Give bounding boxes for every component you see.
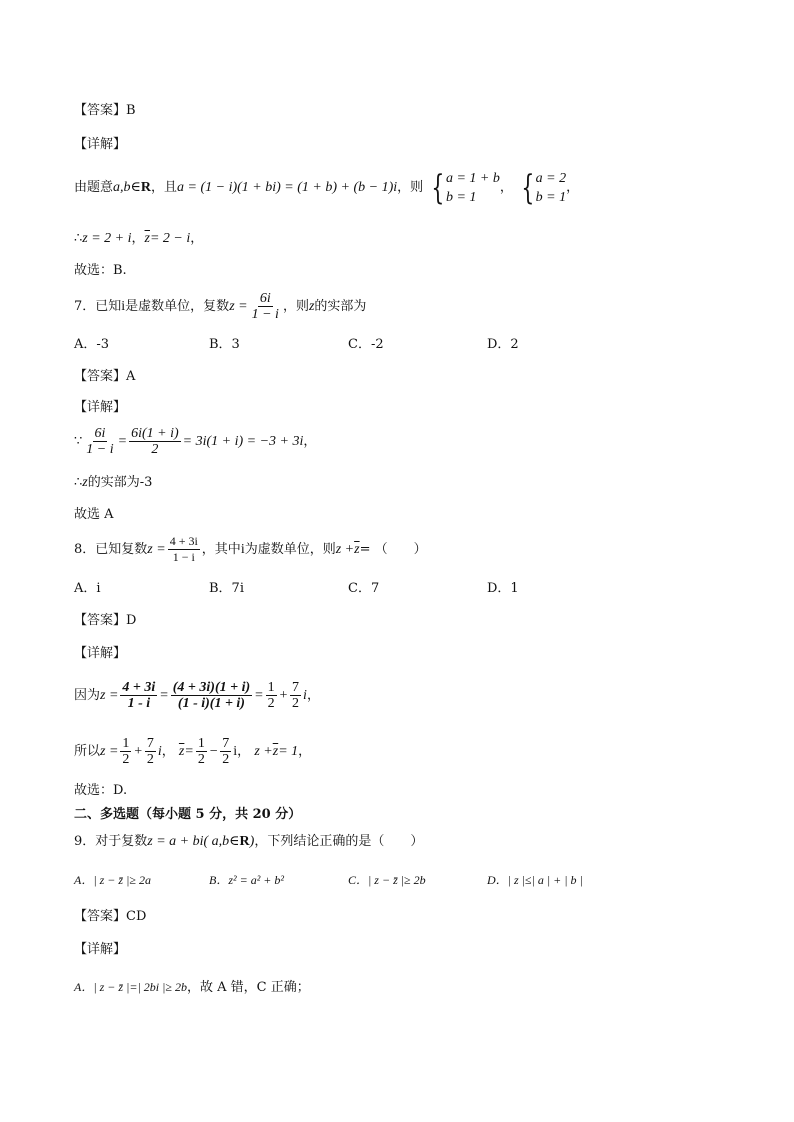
q7-stem: 7．已知i是虚数单位，复数z = $\frac{6i}{1 - i}$ ，则z的实部为 bbox=[74, 291, 367, 322]
q7-detail-line1: ∵ $\frac{6i}{1 - i}$ = $\frac{6i(1 + i)}{2}$ = 3i(1 + i) = −3 + 3i， bbox=[74, 426, 317, 457]
q9-option-c: C．| z − z̄ |≥ 2b bbox=[348, 873, 426, 887]
detail-label-q7: 【详解】 bbox=[74, 400, 127, 415]
q8-option-d: D．1 bbox=[487, 581, 519, 596]
q8-stem: 8．已知复数z = $\frac{4 + 3i}{1 - i}$ ，其中i为虚数单位，则$z +\overline{z}=$ （ ） bbox=[74, 534, 427, 564]
q8-option-a: A．i bbox=[74, 581, 101, 596]
q9-detail-line1: A．| z − z̄ |=| 2bi |≥ 2b，故 A 错，C 正确； bbox=[74, 980, 310, 995]
q9-stem: 9．对于复数z = a + bi( a,b∈R)，下列结论正确的是（ ） bbox=[74, 834, 424, 849]
q7-option-a: A．-3 bbox=[74, 337, 110, 352]
answer-label: 【答案】 bbox=[74, 103, 127, 118]
detail-label-q8: 【详解】 bbox=[74, 646, 127, 661]
equation-system-2: { a = 2 b = 1 bbox=[521, 167, 567, 208]
q6-equation: a = (1 − i)(1 + bi) = (1 + b) + (b − 1)i bbox=[177, 180, 398, 195]
q8-option-b: B．7i bbox=[209, 581, 244, 596]
q7-choose: 故选 A bbox=[74, 507, 114, 522]
q8-detail-line2: 所以z = $\frac{1}{2}$ + $\frac{7}{2}$ i， $\overline{z}=$ $\frac{1}{2}$ − $\frac{7}{2}$ i， $z +\overline{z}= 1$， bbox=[74, 736, 312, 767]
q6-choose: 故选：B. bbox=[74, 263, 127, 278]
answer-line-q8: 【答案】D bbox=[74, 613, 137, 628]
answer-value: B bbox=[126, 103, 136, 118]
q6-detail-line2: ∴z = 2 + i，$\overline{z}= 2 - i$， bbox=[74, 231, 204, 246]
q7-option-b: B．3 bbox=[209, 337, 240, 352]
q7-option-c: C．-2 bbox=[348, 337, 384, 352]
answer-line-q6 bbox=[74, 102, 136, 120]
q8-detail-line1: 因为z = $\frac{4 + 3i}{1 - i}$ = $\frac{(4 + 3i)(1 + i)}{(1 - i)(1 + i)}$ = $\frac{1}{2}$ + $\frac{7}{2}$ i， bbox=[74, 680, 320, 711]
detail-label-q6: 【详解】 bbox=[74, 137, 127, 152]
detail-label-q9: 【详解】 bbox=[74, 942, 127, 957]
q7-detail-line2: ∴z的实部为-3 bbox=[74, 475, 153, 490]
q6-detail-line1: 由题意a,b∈R，且a = (1 − i)(1 + bi) = (1 + b) + (b − 1)i，则 { a = 1 + b b = 1 ， { a = 2 b = 1 ， bbox=[74, 167, 580, 208]
equation-system-1: { a = 1 + b b = 1 bbox=[431, 167, 500, 208]
q7-fraction: $\frac{6i}{1 - i}$ bbox=[251, 291, 279, 322]
answer-line-q7: 【答案】A bbox=[74, 369, 136, 384]
q9-option-a: A．| z − z̄ |≥ 2a bbox=[74, 873, 151, 887]
q8-option-c: C．7 bbox=[348, 581, 380, 596]
q9-option-d: D．| z |≤| a | + | b | bbox=[487, 873, 583, 887]
q7-option-d: D．2 bbox=[487, 337, 519, 352]
q9-option-b: B．z² = a² + b² bbox=[209, 873, 284, 887]
section-heading: 二、多选题（每小题 5 分，共 20 分） bbox=[74, 807, 302, 822]
q8-choose: 故选：D. bbox=[74, 783, 128, 798]
answer-line-q9: 【答案】CD bbox=[74, 909, 147, 924]
